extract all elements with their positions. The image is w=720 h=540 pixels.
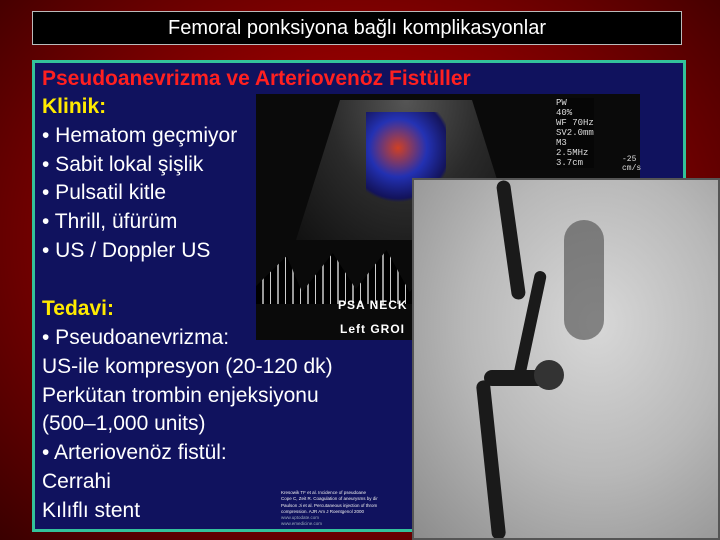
references (281, 490, 421, 534)
reference-line: Paulson Ji et al. Percutaneous injection of throm (281, 502, 378, 508)
reference-link[interactable]: www.emedicine.com (281, 521, 323, 527)
angiography-image (412, 178, 720, 540)
slide-title: Femoral ponksiyona bağlı komplikasyonlar (32, 11, 682, 45)
section-heading: Pseudoanevrizma ve Arteriovenöz Fistüller (42, 67, 471, 90)
left-groin-label: Left GROI (340, 322, 405, 336)
reference-line: compression. AJR Am J Roentgenol 2000 (281, 508, 365, 514)
treatment-label: Tedavi: (42, 297, 114, 320)
contrast-blush (564, 220, 604, 340)
reference-line: Kresowik TF et al. Incidence of pseudoane (281, 490, 366, 495)
pseudoaneurysm-sac (534, 360, 564, 390)
treatment-line: Perkütan trombin enjeksiyonu (42, 384, 319, 407)
clinic-label: Klinik: (42, 95, 107, 118)
clinic-item: • Thrill, üfürüm (42, 210, 178, 233)
clinic-item: • Hematom geçmiyor (42, 124, 238, 147)
treatment-line: US-ile kompresyon (20-120 dk) (42, 355, 333, 378)
treatment-line: Kılıflı stent (42, 499, 141, 522)
ultrasound-parameters: PW 40% WF 70Hz SV2.0mm M3 2.5MHz 3.7cm (556, 98, 594, 168)
treatment-line: • Pseudoanevrizma: (42, 326, 230, 349)
treatment-line: Cerrahi (42, 470, 111, 493)
vessel-shape (496, 180, 527, 301)
reference-link[interactable]: www.uptodate.com (281, 515, 320, 521)
clinic-item: • Pulsatil kitle (42, 181, 167, 204)
treatment-line: • Arteriovenöz fistül: (42, 441, 227, 464)
clinic-item: • US / Doppler US (42, 239, 211, 262)
reference-line: Cope C, Zeit R. Coagulation of aneurysms by dir (281, 496, 378, 502)
psa-neck-label: PSA NECK (338, 298, 408, 312)
treatment-line: (500–1,000 units) (42, 412, 206, 435)
velocity-scale-label: -25 cm/s (622, 155, 642, 173)
vessel-shape (476, 380, 507, 540)
clinic-item: • Sabit lokal şişlik (42, 153, 204, 176)
